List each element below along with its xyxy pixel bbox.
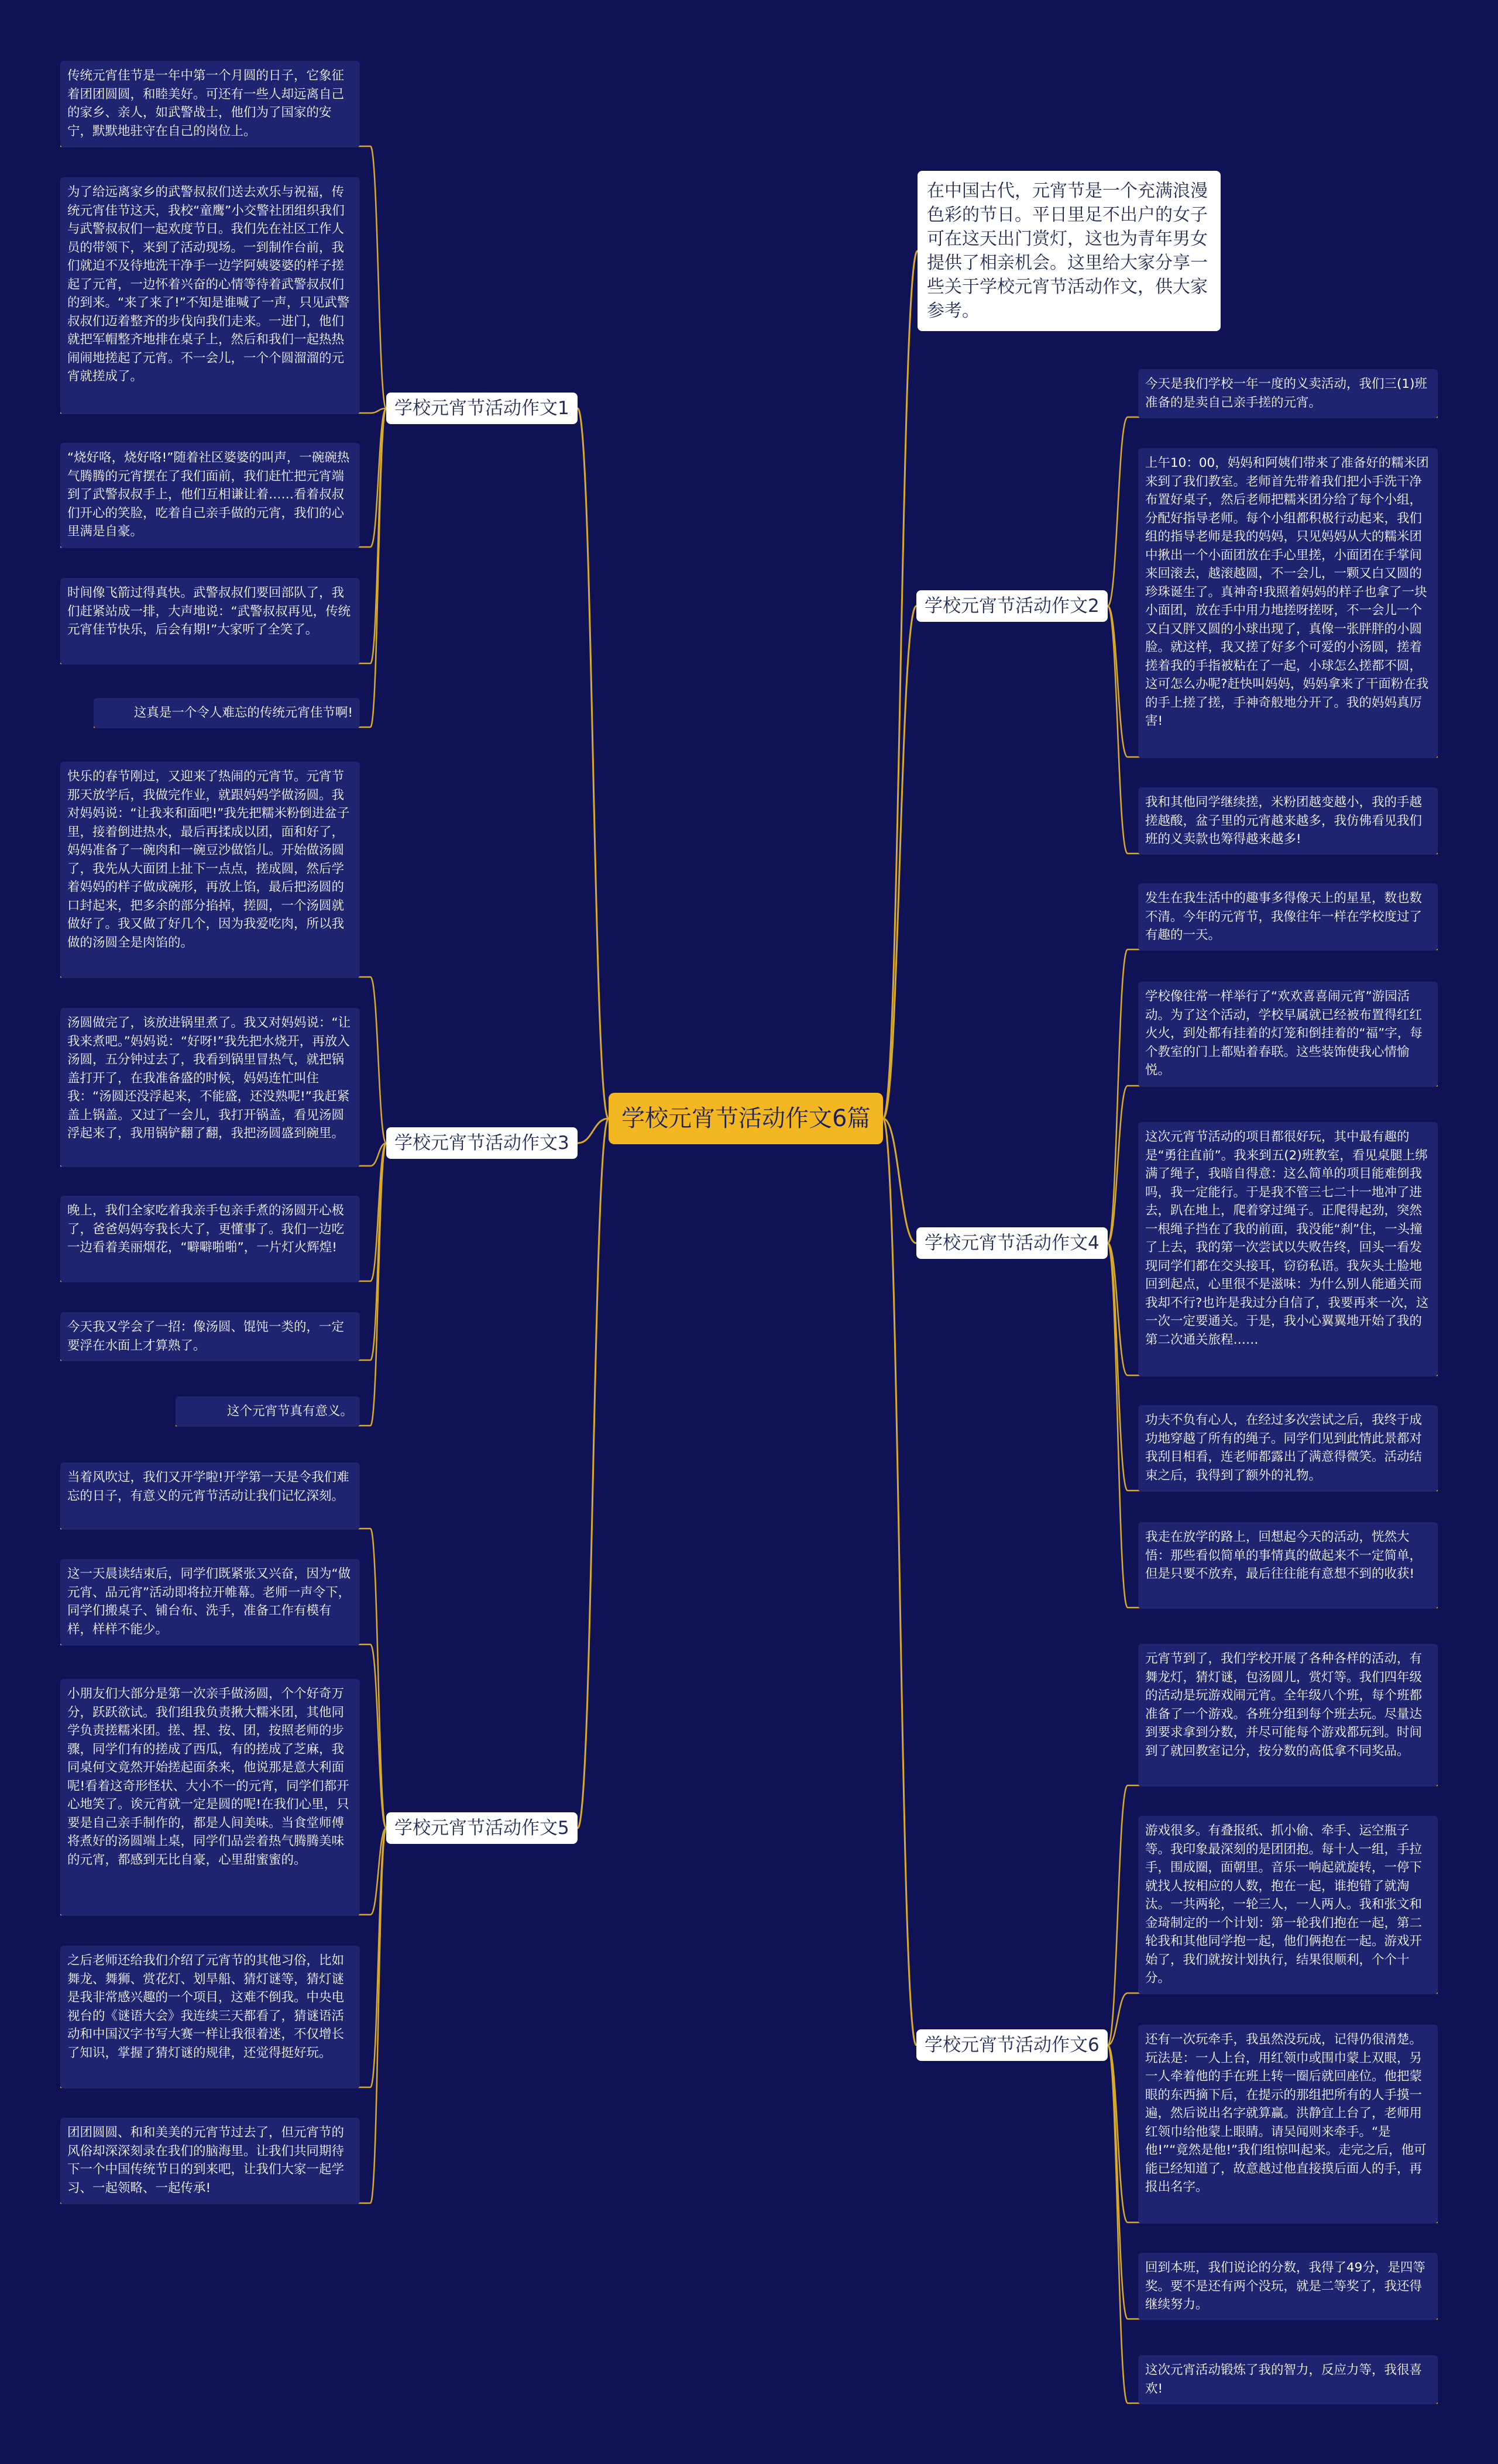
leaf-essay4-p3[interactable]: 这次元宵节活动的项目都很好玩，其中最有趣的是“勇往直前”。我来到五(2)班教室，看见桌腿上绑满了绳子，我暗自得意：这么简单的项目能难倒我吗，我一定能行。于是我不管三七二十一地冲了进去，趴在地上，爬着穿过绳子。正爬得起劲，突然一根绳子挡在了我的前面，我没能“刹”住，一头撞了上去，我的第一次尝试以失败告终，回头一看发现同学们都在交头接耳，窃窃私语。我灰头土脸地回到起点，心里很不是滋味：为什么别人能通关而我却不行?也许是我过分自信了，我要再来一次，这一次一定要通关。于是，我小心翼翼地开始了我的第二次通关旅程…… (1138, 1122, 1438, 1376)
leaf-essay6-p5[interactable]: 这次元宵活动锻炼了我的智力，反应力等，我很喜欢! (1138, 2355, 1438, 2404)
leaf-essay1-p1[interactable]: 传统元宵佳节是一年中第一个月圆的日子，它象征着团团圆圆，和睦美好。可还有一些人却远离自己的家乡、亲人，如武警战士，他们为了国家的安宁，默默地驻守在自己的岗位上。 (60, 61, 360, 147)
intro-note[interactable]: 在中国古代，元宵节是一个充满浪漫色彩的节日。平日里足不出户的女子可在这天出门赏灯，这也为青年男女提供了相亲机会。这里给大家分享一些关于学校元宵节活动作文，供大家参考。 (918, 171, 1221, 331)
leaf-essay5-p4[interactable]: 之后老师还给我们介绍了元宵节的其他习俗，比如舞龙、舞狮、赏花灯、划旱船、猜灯谜等，猜灯谜是我非常感兴趣的一个项目，这难不倒我。中央电视台的《谜语大会》我连续三天都看了，猜谜语活动和中国汉字书写大赛一样让我很着迷，不仅增长了知识，掌握了猜灯谜的规律，还觉得挺好玩。 (60, 1946, 360, 2088)
leaf-essay2-p2[interactable]: 上午10：00，妈妈和阿姨们带来了准备好的糯米团来到了我们教室。老师首先带着我们把小手洗干净布置好桌子，然后老师把糯米团分给了每个小组，分配好指导老师。每个小组都积极行动起来，我们组的指导老师是我的妈妈，只见妈妈从大的糯米团中揪出一个小面团放在手心里搓，小面团在手掌间来回滚去，越滚越圆，不一会儿，一颗又白又圆的珍珠诞生了。真神奇!我照着妈妈的样子也拿了一块小面团，放在手中用力地搓呀搓呀，不一会儿一个又白又胖又圆的小球出现了，真像一张胖胖的小圆脸。就这样，我又搓了好多个可爱的小汤圆，搓着搓着我的手指被粘在了一起，小球怎么搓都不圆，这可怎么办呢?赶快叫妈妈，妈妈拿来了干面粉在我的手上搓了搓，手神奇般地分开了。我的妈妈真厉害! (1138, 448, 1438, 758)
leaf-essay6-p3[interactable]: 还有一次玩牵手，我虽然没玩成，记得仍很清楚。玩法是：一人上台，用红领巾或围巾蒙上双眼，另一人牵着他的手在班上转一圈后就回座位。他把蒙眼的东西摘下后，在提示的那组把所有的人手摸一遍，然后说出名字就算赢。洪静宜上台了，老师用红领巾给他蒙上眼睛。请吴闻则来牵手。“是他!”“竟然是他!”我们组惊叫起来。走完之后，他可能已经知道了，故意越过他直接摸后面人的手，再报出名字。 (1138, 2025, 1438, 2224)
leaf-essay4-p2[interactable]: 学校像往常一样举行了“欢欢喜喜闹元宵”游园活动。为了这个活动，学校早属就已经被布置得红红火火，到处都有挂着的灯笼和倒挂着的“福”字，每个教室的门上都贴着春联。这些装饰使我心情愉悦。 (1138, 982, 1438, 1087)
root-topic[interactable]: 学校元宵节活动作文6篇 (609, 1093, 883, 1144)
link-root-branch-5 (578, 1119, 609, 1828)
leaf-essay6-p2[interactable]: 游戏很多。有叠报纸、抓小偷、牵手、运空瓶子等。我印象最深刻的是团团抱。每十人一组，手拉手，围成圈，面朝里。音乐一响起就旋转，一停下就找人按相应的人数，抱在一起，谁抱错了就淘汰。一共两轮，一轮三人，一人两人。我和张文和金琦制定的一个计划：第一轮我们抱在一起，第二轮我和其他同学抱一起，他们俩抱在一起。游戏开始了，我们就按计划执行，结果很顺利，个个十分。 (1138, 1816, 1438, 1994)
leaf-essay6-p1[interactable]: 元宵节到了，我们学校开展了各种各样的活动，有舞龙灯，猜灯谜，包汤圆儿，赏灯等。我们四年级的活动是玩游戏闹元宵。全年级八个班，每个班都准备了一个游戏。各班分组到每个班去玩。尽量达到要求拿到分数，并尽可能每个游戏都玩到。时间到了就回教室记分，按分数的高低拿不同奖品。 (1138, 1644, 1438, 1787)
branch-essay-1[interactable]: 学校元宵节活动作文1 (386, 393, 578, 424)
leaf-essay3-p1[interactable]: 快乐的春节刚过，又迎来了热闹的元宵节。元宵节那天放学后，我做完作业，就跟妈妈学做汤圆。我对妈妈说：“让我来和面吧!”我先把糯米粉倒进盆子里，接着倒进热水，最后再揉成以团，面和好了，妈妈准备了一碗肉和一碗豆沙做馅儿。开始做汤圆了，我先从大面团上扯下一点点，搓成圆，然后学着妈妈的样子做成碗形，再放上馅，最后把汤圆的口封起来，把多余的部分掐掉，搓圆，一个汤圆就做好了。我又做了好几个，因为我爱吃肉，所以我做的汤圆全是肉馅的。 (60, 762, 360, 978)
link-root-branch-1 (578, 408, 609, 1119)
branch-essay-6[interactable]: 学校元宵节活动作文6 (916, 2029, 1108, 2061)
leaf-essay1-p4[interactable]: 时间像飞箭过得真快。武警叔叔们要回部队了，我们赶紧站成一排，大声地说：“武警叔叔再见，传统元宵佳节快乐，后会有期!”大家听了全笑了。 (60, 578, 360, 665)
leaf-essay5-p5[interactable]: 团团圆圆、和和美美的元宵节过去了，但元宵节的风俗却深深刻录在我们的脑海里。让我们共同期待下一个中国传统节日的到来吧，让我们大家一起学习、一起领略、一起传承! (60, 2118, 360, 2204)
leaf-essay3-p3[interactable]: 晚上，我们全家吃着我亲手包亲手煮的汤圆开心极了，爸爸妈妈夸我长大了，更懂事了。我们一边吃一边看着美丽烟花，“噼噼啪啪”，一片灯火辉煌! (60, 1196, 360, 1282)
link-root-intro (883, 251, 918, 1119)
leaf-essay6-p4[interactable]: 回到本班，我们说论的分数，我得了49分，是四等奖。要不是还有两个没玩，就是二等奖了，我还得继续努力。 (1138, 2253, 1438, 2320)
leaf-essay1-p2[interactable]: 为了给远离家乡的武警叔叔们送去欢乐与祝福，传统元宵佳节这天，我校“童鹰”小交警社团组织我们与武警叔叔们一起欢度节日。我们先在社区工作人员的带领下，来到了活动现场。一到制作台前，我们就迫不及待地洗干净手一边学阿姨婆婆的样子搓起了元宵，一边怀着兴奋的心情等待着武警叔叔们的到来。“来了来了!”不知是谁喊了一声，只见武警叔叔们迈着整齐的步伐向我们走来。一进门，他们就把军帽整齐地排在桌子上，然后和我们一起热热闹闹地搓起了元宵。不一会儿，一个个圆溜溜的元宵就搓成了。 (60, 177, 360, 414)
leaf-essay5-p2[interactable]: 这一天晨读结束后，同学们既紧张又兴奋，因为“做元宵、品元宵”活动即将拉开帷幕。老师一声令下，同学们搬桌子、铺台布、洗手，准备工作有模有样，样样不能少。 (60, 1559, 360, 1646)
branch-essay-4[interactable]: 学校元宵节活动作文4 (916, 1227, 1108, 1259)
leaf-essay5-p1[interactable]: 当着风吹过，我们又开学啦!开学第一天是令我们难忘的日子，有意义的元宵节活动让我们记忆深刻。 (60, 1462, 360, 1530)
leaf-essay5-p3[interactable]: 小朋友们大部分是第一次亲手做汤圆，个个好奇万分，跃跃欲试。我们组我负责揪大糯米团，其他同学负责搓糯米团。搓、捏、按、团，按照老师的步骤，同学们有的搓成了西瓜，有的搓成了芝麻，我同桌何文竟然开始搓起面条来，他说那是意大利面呢!看着这奇形怪状、大小不一的元宵，同学们都开心地笑了。诶元宵就一定是圆的呢!在我们心里，只要是自己亲手制作的，都是人间美味。当食堂师傅将煮好的汤圆端上桌，同学们品尝着热气腾腾美味的元宵，都感到无比自豪，心里甜蜜蜜的。 (60, 1679, 360, 1916)
link-root-branch-6 (883, 1119, 916, 2045)
leaf-essay4-p5[interactable]: 我走在放学的路上，回想起今天的活动，恍然大悟：那些看似简单的事情真的做起来不一定简单，但是只要不放弃，最后往往能有意想不到的收获! (1138, 1522, 1438, 1609)
leaf-essay2-p3[interactable]: 我和其他同学继续搓，米粉团越变越小，我的手越搓越酸，盆子里的元宵越来越多，我仿佛看见我们班的义卖款也筹得越来越多! (1138, 787, 1438, 855)
link-root-branch-4 (883, 1119, 916, 1243)
leaf-essay2-p1[interactable]: 今天是我们学校一年一度的义卖活动，我们三(1)班准备的是卖自己亲手搓的元宵。 (1138, 369, 1438, 418)
leaf-essay4-p1[interactable]: 发生在我生活中的趣事多得像天上的星星，数也数不清。今年的元宵节，我像往年一样在学校度过了有趣的一天。 (1138, 883, 1438, 951)
leaf-essay3-p4[interactable]: 今天我又学会了一招：像汤圆、馄饨一类的，一定要浮在水面上才算熟了。 (60, 1312, 360, 1361)
leaf-essay3-p5[interactable]: 这个元宵节真有意义。 (176, 1396, 360, 1427)
leaf-essay1-p3[interactable]: “烧好咯，烧好咯!”随着社区婆婆的叫声，一碗碗热气腾腾的元宵摆在了我们面前，我们赶忙把元宵端到了武警叔叔手上，他们互相谦让着……看着叔叔们开心的笑脸，吃着自己亲手做的元宵，我们的心里满是自豪。 (60, 443, 360, 548)
branch-essay-3[interactable]: 学校元宵节活动作文3 (386, 1127, 578, 1159)
leaf-essay4-p4[interactable]: 功夫不负有心人，在经过多次尝试之后，我终于成功地穿越了所有的绳子。同学们见到此情此景都对我刮目相看，连老师都露出了满意得微笑。活动结束之后，我得到了额外的礼物。 (1138, 1405, 1438, 1492)
branch-essay-2[interactable]: 学校元宵节活动作文2 (916, 590, 1108, 622)
leaf-essay3-p2[interactable]: 汤圆做完了，该放进锅里煮了。我又对妈妈说：“让我来煮吧。”妈妈说：“好呀!”我先把水烧开，再放入汤圆，五分钟过去了，我看到锅里冒热气，就把锅盖打开了，在我准备盛的时候，妈妈连忙叫住我：“汤圆还没浮起来，不能盛，还没熟呢!”我赶紧盖上锅盖。又过了一会儿，我打开锅盖，看见汤圆浮起来了，我用锅铲翻了翻，我把汤圆盛到碗里。 (60, 1008, 360, 1167)
link-branch3-leaf5 (176, 1143, 386, 1426)
leaf-essay1-p5[interactable]: 这真是一个令人难忘的传统元宵佳节啊! (94, 698, 360, 728)
branch-essay-5[interactable]: 学校元宵节活动作文5 (386, 1812, 578, 1844)
